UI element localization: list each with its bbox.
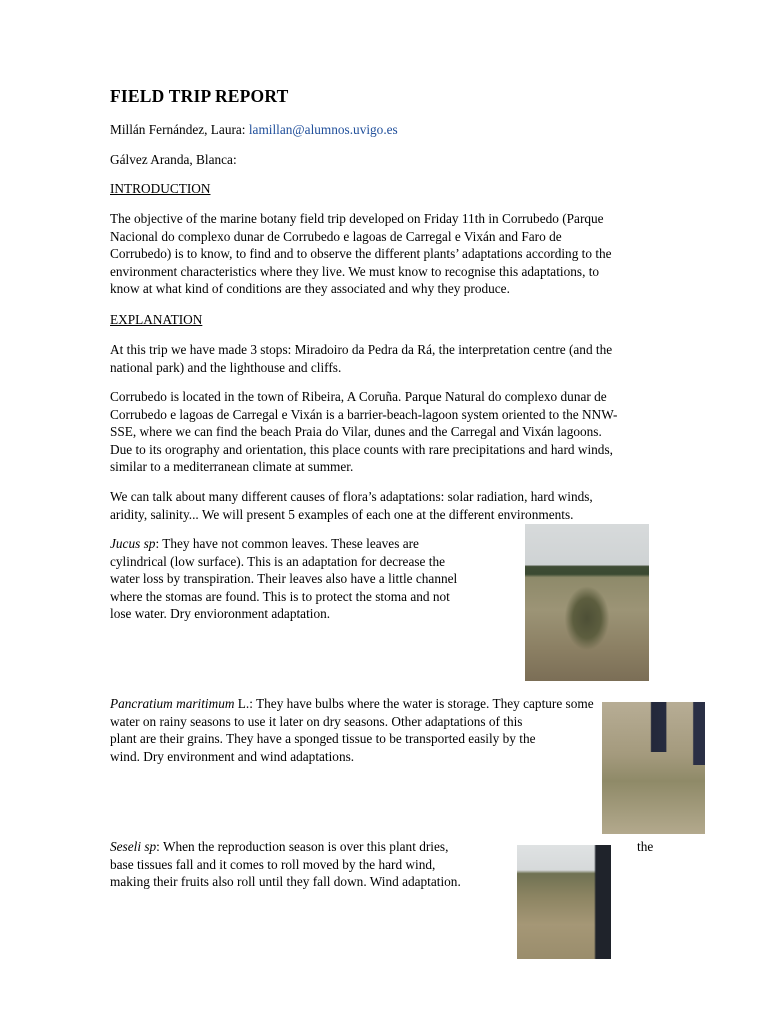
- text-line: where the stomas are found. This is to protect the stoma and not: [110, 588, 450, 604]
- text-line: water loss by transpiration. Their leaves also have a little channel: [110, 571, 458, 586]
- explanation-heading: EXPLANATION: [110, 312, 203, 327]
- author-line-2: Gálvez Aranda, Blanca:: [110, 152, 237, 167]
- text-fragment: the: [637, 839, 654, 854]
- text-line: plant are their grains. They have a sponged tissue to be transported easily by the: [110, 731, 536, 746]
- species-name: Pancratium maritimum: [110, 696, 235, 711]
- text-line: SSE, where we can find the beach Praia do Vilar, dunes and the Carregal and Vixán lagoons.: [110, 424, 602, 439]
- text-line: environment characteristics where they live. We must know to recognise this adaptations, to: [110, 263, 600, 279]
- text-line: At this trip we have made 3 stops: Miradoiro da Pedra da Rá, the interpretation centre (and the: [110, 342, 613, 357]
- example-pancratium: [110, 695, 630, 765]
- introduction-paragraph: [110, 210, 658, 298]
- text-line: national park) and the lighthouse and cliffs.: [110, 359, 342, 375]
- species-name: Seseli sp: [110, 839, 157, 854]
- text-line: : They have not common leaves. These leaves are: [155, 536, 419, 551]
- text-line: lose water. Dry envioronment adaptation.: [110, 606, 331, 621]
- author-line-1: [110, 121, 658, 139]
- introduction-heading: INTRODUCTION: [110, 181, 211, 196]
- explanation-paragraph-1: [110, 341, 658, 376]
- jucus-photo: [525, 524, 649, 681]
- text-line: aridity, salinity... We will present 5 examples of each one at the different environments.: [110, 506, 574, 522]
- text-line: : When the reproduction season is over this plant dries,: [156, 839, 449, 854]
- pancratium-photo: [602, 702, 705, 834]
- text-line: We can talk about many different causes of flora’s adaptations: solar radiation, hard winds,: [110, 489, 593, 504]
- author-name: Millán Fernández, Laura:: [110, 122, 246, 137]
- text-line: water on rainy seasons to use it later on dry seasons. Other adaptations of this: [110, 713, 523, 729]
- example-jucus: [110, 535, 510, 623]
- example-seseli: [110, 838, 510, 891]
- text-line: cylindrical (low surface). This is an adaptation for decrease the: [110, 553, 445, 569]
- text-line: L.: They have bulbs where the water is storage. They capture some: [234, 696, 594, 711]
- explanation-paragraph-3: [110, 488, 658, 523]
- report-title: FIELD TRIP REPORT: [110, 86, 289, 106]
- text-line: Corrubedo is located in the town of Ribeira, A Coruña. Parque Natural do complexo dunar de: [110, 389, 607, 404]
- text-line: making their fruits also roll until they fall down. Wind adaptation.: [110, 874, 461, 889]
- text-line: know at what kind of conditions are they associated and why they produce.: [110, 281, 510, 296]
- text-line: Nacional do complexo dunar de Corrubedo e lagoas de Carregal e Vixán and Faro de: [110, 228, 562, 244]
- species-name: Jucus sp: [110, 536, 156, 551]
- text-line: Corrubedo e lagoas de Carregal e Vixán is a barrier-beach-lagoon system oriented to the NNW-: [110, 406, 618, 422]
- seseli-photo: [517, 845, 611, 959]
- text-line: similar to a mediterranean climate at summer.: [110, 459, 354, 474]
- text-line: The objective of the marine botany field trip developed on Friday 11th in Corrubedo (Parque: [110, 211, 604, 226]
- explanation-paragraph-2: [110, 388, 658, 476]
- text-line: Corrubedo) is to know, to find and to observe the different plants’ adaptations according to the: [110, 246, 612, 261]
- text-line: wind. Dry environment and wind adaptations.: [110, 748, 355, 764]
- text-line: base tissues fall and it comes to roll moved by the hard wind,: [110, 856, 436, 872]
- author-email-link[interactable]: lamillan@alumnos.uvigo.es: [248, 122, 398, 137]
- text-line: Due to its orography and orientation, this place counts with rare precipitations and hard winds,: [110, 441, 613, 457]
